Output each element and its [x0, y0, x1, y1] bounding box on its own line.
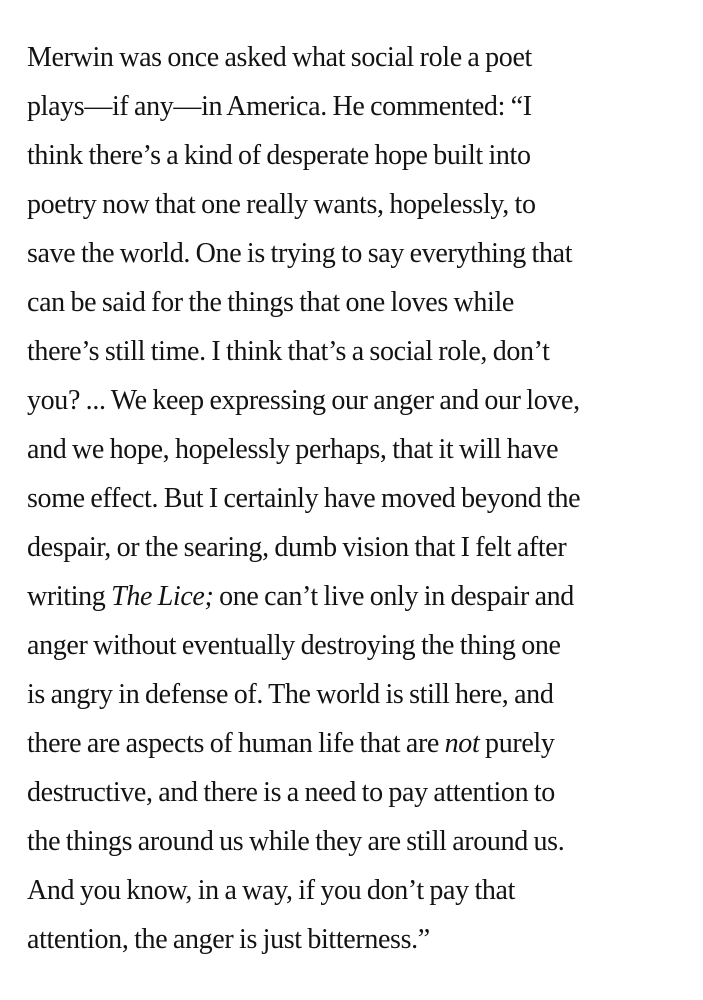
text-segment: writing [27, 581, 112, 612]
text-line [27, 523, 693, 572]
text-line [27, 719, 693, 768]
text-segment: can be said for the things that one loves while [27, 287, 514, 318]
text-line [27, 180, 693, 229]
text-segment: there are aspects of human life that are [27, 728, 445, 759]
text-segment-italic: The Lice; [111, 581, 214, 612]
text-line [27, 915, 693, 964]
text-segment: think there’s a kind of desperate hope built into [27, 140, 531, 171]
text-segment: purely [479, 728, 555, 759]
text-line [27, 817, 693, 866]
text-line [27, 425, 693, 474]
text-segment: the things around us while they are still around us. [27, 826, 565, 857]
text-segment: destructive, and there is a need to pay attention to [27, 777, 555, 808]
text-segment: one can’t live only in despair and [213, 581, 574, 612]
text-segment: there’s still time. I think that’s a social role, don’t [27, 336, 550, 367]
text-line [27, 33, 693, 82]
text-segment: some effect. But I certainly have moved beyond the [27, 483, 581, 514]
text-segment: poetry now that one really wants, hopelessly, to [27, 189, 536, 220]
text-line [27, 376, 693, 425]
text-line [27, 670, 693, 719]
text-segment: is angry in defense of. The world is still here, and [27, 679, 554, 710]
text-segment: and we hope, hopelessly perhaps, that it will have [27, 434, 559, 465]
text-line [27, 768, 693, 817]
text-segment: anger without eventually destroying the thing one [27, 630, 561, 661]
text-segment: you? ... We keep expressing our anger and our love, [27, 385, 580, 416]
text-line [27, 621, 693, 670]
text-segment: Merwin was once asked what social role a poet [27, 42, 532, 73]
text-segment: save the world. One is trying to say everything that [27, 238, 573, 269]
text-segment: plays—if any—in America. He commented: “I [27, 91, 532, 122]
text-line [27, 474, 693, 523]
text-line [27, 572, 693, 621]
text-line [27, 131, 693, 180]
text-segment-italic: not [444, 728, 480, 759]
text-line [27, 327, 693, 376]
text-line [27, 278, 693, 327]
text-segment: And you know, in a way, if you don’t pay that [27, 875, 516, 906]
text-line [27, 229, 693, 278]
text-segment: attention, the anger is just bitterness.” [27, 924, 430, 955]
text-segment: despair, or the searing, dumb vision that I felt after [27, 532, 567, 563]
text-line [27, 866, 693, 915]
text-line [27, 82, 693, 131]
